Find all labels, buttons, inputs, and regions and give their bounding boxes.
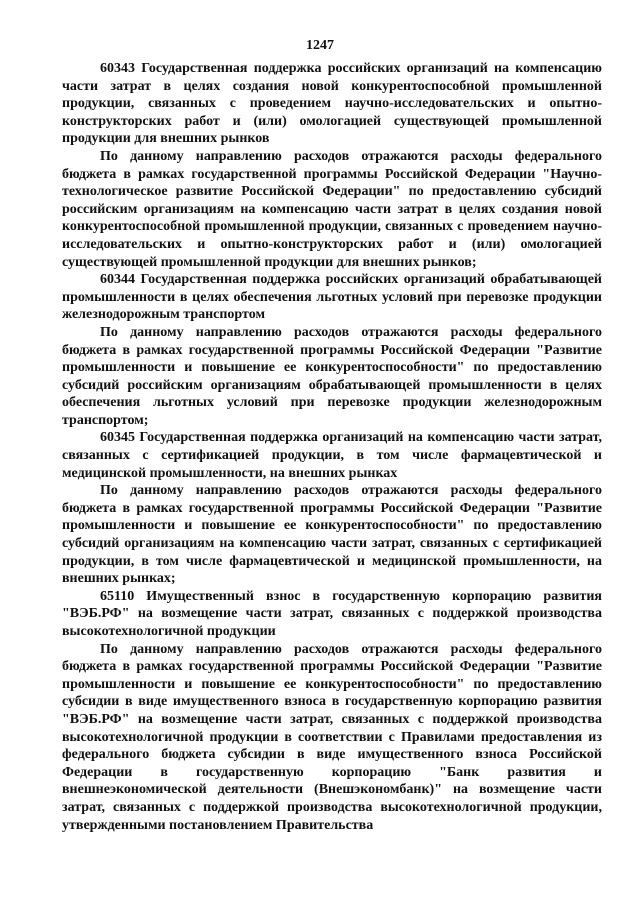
document-body [62,60,602,834]
section-text-60345: По данному направлению расходов отражаются расходы федерального бюджета в рамках государственной программы Российской Федерации "Развитие промышленности и повышение ее конкурентоспособности" по предоставлению субсидий организациям на компенсацию части затрат, связанных с сертификацией продукции, в том числе фармацевтической и медицинской промышленности, на внешних рынках; [62,483,602,587]
section-heading-65110: 65110 Имущественный взнос в государственную корпорацию развития "ВЭБ.РФ" на возмещение части затрат, связанных с поддержкой производства высокотехнологичной продукции [62,588,602,639]
section-heading-60343: 60343 Государственная поддержка российских организаций на компенсацию части затрат в целях создания новой конкурентоспособной промышленной продукции, связанных с проведением научно-исследовательских и опытно-конструкторских работ и (или) омологацией существующей промышленной продукции для внешних рынков [62,61,602,147]
section-heading-60345: 60345 Государственная поддержка организаций на компенсацию части затрат, связанных с сертификацией продукции, в том числе фармацевтической и медицинской промышленности, на внешних рынках [62,430,602,481]
section-text-60343: По данному направлению расходов отражаются расходы федерального бюджета в рамках государственной программы Российской Федерации "Научно-технологическое развитие Российской Федерации" по предоставлению субсидий российским организациям на компенсацию части затрат в целях создания новой конкурентоспособной промышленной продукции, связанных с проведением научно-исследовательских и опытно-конструкторских работ и (или) омологацией существующей промышленной продукции для внешних рынков; [62,148,602,270]
section-text-60344: По данному направлению расходов отражаются расходы федерального бюджета в рамках государственной программы Российской Федерации "Развитие промышленности и повышение ее конкурентоспособности" по предоставлению субсидий российским организациям обрабатывающей промышленности в целях обеспечения льготных условий при перевозке продукции железнодорожным транспортом; [62,324,602,428]
section-heading-60344: 60344 Государственная поддержка российских организаций обрабатывающей промышленности в целях обеспечения льготных условий при перевозке продукции железнодорожным транспортом [62,272,602,323]
page-number: 1247 [306,38,334,53]
section-text-65110: По данному направлению расходов отражаются расходы федерального бюджета в рамках государственной программы Российской Федерации "Развитие промышленности и повышение ее конкурентоспособности" по предоставлению субсидии в виде имущественного взноса в государственную корпорацию развития "ВЭБ.РФ" на возмещение части затрат, связанных с поддержкой производства высокотехнологичной продукции в соответствии с Правилами предоставления из федерального бюджета субсидии в виде имущественного взноса Российской Федерации в государственную корпорацию "Банк развития и внешнеэкономической деятельности (Внешэкономбанк)" на возмещение части затрат, связанных с поддержкой производства высокотехнологичной продукции, утвержденными постановлением Правительства [62,641,602,833]
